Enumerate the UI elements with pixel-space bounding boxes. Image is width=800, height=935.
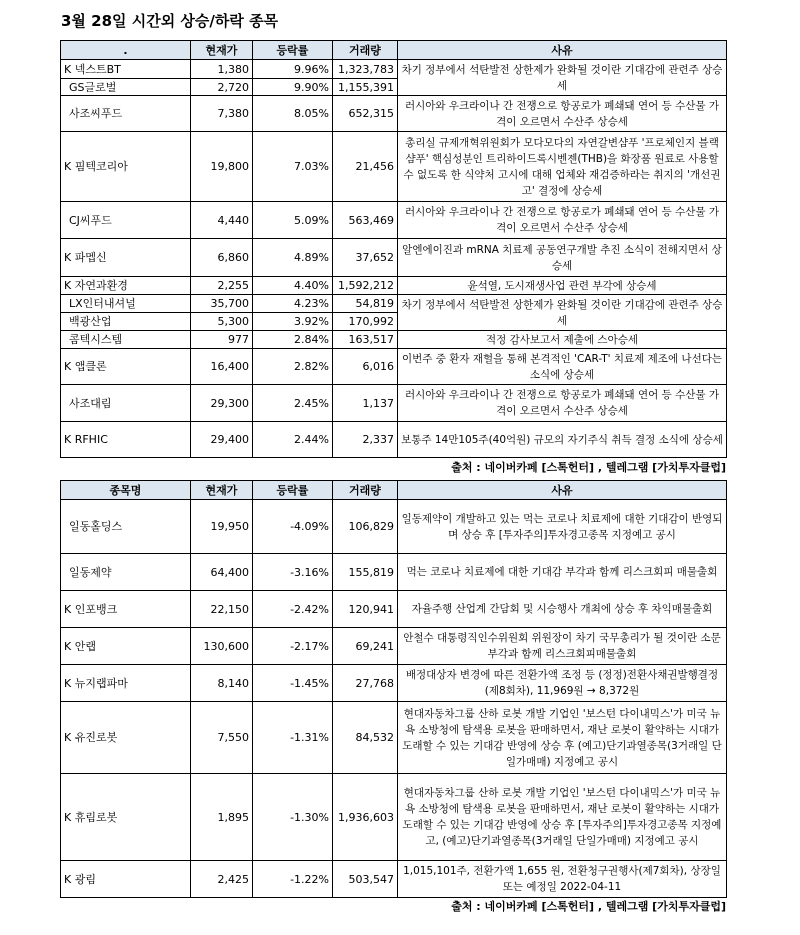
stock-change: 4.23% <box>253 295 333 313</box>
table-row <box>61 422 727 458</box>
table-row <box>61 774 727 861</box>
stock-name: LX인터내셔널 <box>61 295 191 313</box>
stock-change: -4.09% <box>253 500 333 554</box>
stock-volume: 120,941 <box>333 591 398 628</box>
stock-price: 2,255 <box>191 277 253 295</box>
stock-reason: 배정대상자 변경에 따른 전환가액 조정 등 (정정)전환사채권발행결정(제8회차), 11,969원 → 8,372원 <box>398 665 727 702</box>
stock-price: 977 <box>191 331 253 349</box>
stock-price: 29,400 <box>191 422 253 458</box>
stock-volume: 1,137 <box>333 385 398 422</box>
stock-name: K 앱클론 <box>61 349 191 385</box>
stock-price: 6,860 <box>191 239 253 277</box>
stock-name: K 핌텍코리아 <box>61 132 191 202</box>
stock-change: 2.84% <box>253 331 333 349</box>
col-header-reason: 사유 <box>398 481 727 500</box>
stock-price: 2,720 <box>191 79 253 96</box>
stock-price: 19,800 <box>191 132 253 202</box>
stock-name: K 유진로봇 <box>61 702 191 774</box>
stock-change: 4.89% <box>253 239 333 277</box>
rise-table <box>60 40 727 458</box>
col-header-change: 등락률 <box>253 481 333 500</box>
stock-reason: 적정 감사보고서 제출에 스아승세 <box>398 331 727 349</box>
stock-name: K RFHIC <box>61 422 191 458</box>
stock-change: 9.90% <box>253 79 333 96</box>
stock-price: 2,425 <box>191 861 253 898</box>
table-row <box>61 554 727 591</box>
stock-volume: 652,315 <box>333 96 398 132</box>
stock-reason: 1,015,101주, 전환가액 1,655 원, 전환청구권행사(제7회차), 상장일 또는 예정일 2022-04-11 <box>398 861 727 898</box>
table-row <box>61 277 727 295</box>
stock-reason: 현대자동차그룹 산하 로봇 개발 기업인 '보스턴 다이내믹스'가 미국 뉴욕 소방청에 탐색용 로봇을 판매하면서, 재난 로봇이 활약하는 시대가 도래할 수 있는 기대감 반영에 상승 후 [투자주의]투자경고종목 지정예고, (예고)단기과열종목(3거래일 단일가매매) 지정예고 공시 <box>398 774 727 861</box>
table-row <box>61 385 727 422</box>
stock-reason: 보통주 14만105주(40억원) 규모의 자기주식 취득 결정 소식에 상승세 <box>398 422 727 458</box>
stock-price: 29,300 <box>191 385 253 422</box>
stock-reason: 자율주행 산업계 간담회 및 시승행사 개최에 상승 후 차익매물출회 <box>398 591 727 628</box>
rise-table-header <box>61 41 727 60</box>
stock-name: 일동제약 <box>61 554 191 591</box>
stock-change: -1.45% <box>253 665 333 702</box>
stock-price: 7,550 <box>191 702 253 774</box>
stock-price: 1,895 <box>191 774 253 861</box>
stock-reason: 일동제약이 개발하고 있는 먹는 코로나 치료제에 대한 기대감이 반영되며 상승 후 [투자주의]투자경고종목 지정예고 공시 <box>398 500 727 554</box>
stock-name: K 인포뱅크 <box>61 591 191 628</box>
stock-change: 9.96% <box>253 60 333 79</box>
col-header-price: 현재가 <box>191 481 253 500</box>
stock-price: 130,600 <box>191 628 253 665</box>
stock-change: 2.44% <box>253 422 333 458</box>
table-row <box>61 500 727 554</box>
stock-volume: 1,155,391 <box>333 79 398 96</box>
stock-reason: 윤석열, 도시재생사업 관련 부각에 상승세 <box>398 277 727 295</box>
stock-change: 2.82% <box>253 349 333 385</box>
fall-table <box>60 480 727 898</box>
stock-name: CJ씨푸드 <box>61 202 191 239</box>
stock-change: -3.16% <box>253 554 333 591</box>
table-row <box>61 202 727 239</box>
stock-volume: 1,592,212 <box>333 277 398 295</box>
stock-volume: 27,768 <box>333 665 398 702</box>
table-row <box>61 331 727 349</box>
table-row <box>61 861 727 898</box>
page-title: 3월 28일 시간외 상승/하락 종목 <box>61 12 279 30</box>
stock-reason: 안철수 대통령직인수위원회 위원장이 차기 국무총리가 될 것이란 소문 부각과 함께 리스크회피매물출회 <box>398 628 727 665</box>
stock-reason: 러시아와 우크라이나 간 전쟁으로 항공로가 폐쇄돼 연어 등 수산물 가격이 오르면서 수산주 상승세 <box>398 202 727 239</box>
stock-price: 8,140 <box>191 665 253 702</box>
table-row <box>61 295 727 313</box>
col-header-change: 등락률 <box>253 41 333 60</box>
stock-name: GS글로벌 <box>61 79 191 96</box>
stock-volume: 155,819 <box>333 554 398 591</box>
table-row <box>61 96 727 132</box>
stock-change: 2.45% <box>253 385 333 422</box>
stock-volume: 170,992 <box>333 313 398 331</box>
stock-name: K 뉴지랩파마 <box>61 665 191 702</box>
table-row <box>61 349 727 385</box>
stock-name: K 자연과환경 <box>61 277 191 295</box>
stock-volume: 2,337 <box>333 422 398 458</box>
stock-volume: 106,829 <box>333 500 398 554</box>
stock-change: -1.30% <box>253 774 333 861</box>
stock-volume: 163,517 <box>333 331 398 349</box>
stock-volume: 54,819 <box>333 295 398 313</box>
stock-volume: 1,323,783 <box>333 60 398 79</box>
stock-change: 8.05% <box>253 96 333 132</box>
stock-price: 16,400 <box>191 349 253 385</box>
stock-volume: 503,547 <box>333 861 398 898</box>
stock-volume: 6,016 <box>333 349 398 385</box>
stock-reason: 이번주 중 환자 재헐을 통해 본격적인 'CAR-T' 치료제 제조에 나선다는 소식에 상승세 <box>398 349 727 385</box>
stock-volume: 69,241 <box>333 628 398 665</box>
stock-reason: 알엔에이진과 mRNA 치료제 공동연구개발 추진 소식이 전해지면서 상승세 <box>398 239 727 277</box>
stock-name: K 휴림로봇 <box>61 774 191 861</box>
stock-reason: 러시아와 우크라이나 간 전쟁으로 항공로가 폐쇄돼 연어 등 수산물 가격이 오르면서 수산주 상승세 <box>398 96 727 132</box>
table-row <box>61 239 727 277</box>
col-header-name: 종목명 <box>61 481 191 500</box>
stock-change: 4.40% <box>253 277 333 295</box>
stock-change: 3.92% <box>253 313 333 331</box>
stock-price: 64,400 <box>191 554 253 591</box>
stock-change: -1.22% <box>253 861 333 898</box>
fall-table-header <box>61 481 727 500</box>
table-row <box>61 628 727 665</box>
stock-name: 사조대림 <box>61 385 191 422</box>
stock-change: -2.42% <box>253 591 333 628</box>
col-header-name: . <box>61 41 191 60</box>
stock-volume: 37,652 <box>333 239 398 277</box>
stock-name: K 광림 <box>61 861 191 898</box>
stock-change: 5.09% <box>253 202 333 239</box>
stock-price: 35,700 <box>191 295 253 313</box>
stock-price: 19,950 <box>191 500 253 554</box>
stock-name: 콤텍시스템 <box>61 331 191 349</box>
col-header-volume: 거래량 <box>333 481 398 500</box>
stock-change: -1.31% <box>253 702 333 774</box>
table-row <box>61 702 727 774</box>
stock-volume: 84,532 <box>333 702 398 774</box>
table-row <box>61 591 727 628</box>
stock-reason: 차기 정부에서 석탄발전 상한제가 완화될 것이란 기대감에 관련주 상승세 <box>398 295 727 331</box>
stock-name: K 넥스트BT <box>61 60 191 79</box>
stock-name: K 안랩 <box>61 628 191 665</box>
stock-name: 사조씨푸드 <box>61 96 191 132</box>
stock-volume: 1,936,603 <box>333 774 398 861</box>
table-row <box>61 132 727 202</box>
stock-price: 5,300 <box>191 313 253 331</box>
stock-reason: 먹는 코로나 치료제에 대한 기대감 부각과 함께 리스크회피 매물출회 <box>398 554 727 591</box>
stock-name: K 파멥신 <box>61 239 191 277</box>
table-row <box>61 665 727 702</box>
stock-change: -2.17% <box>253 628 333 665</box>
source-caption: 출처 : 네이버카페 [스톡헌터] , 텔레그램 [가치투자클럽] <box>451 461 726 474</box>
stock-reason: 차기 정부에서 석탄발전 상한제가 완화될 것이란 기대감에 관련주 상승세 <box>398 60 727 96</box>
col-header-price: 현재가 <box>191 41 253 60</box>
col-header-reason: 사유 <box>398 41 727 60</box>
stock-change: 7.03% <box>253 132 333 202</box>
stock-price: 22,150 <box>191 591 253 628</box>
table-row <box>61 60 727 79</box>
stock-price: 4,440 <box>191 202 253 239</box>
stock-price: 1,380 <box>191 60 253 79</box>
stock-reason: 현대자동차그룹 산하 로봇 개발 기업인 '보스턴 다이내믹스'가 미국 뉴욕 소방청에 탐색용 로봇을 판매하면서, 재난 로봇이 활약하는 시대가 도래할 수 있는 기대감 반영에 상승 후 (예고)단기과열종목(3거래일 단일가매매) 지정예고 공시 <box>398 702 727 774</box>
stock-name: 백광산업 <box>61 313 191 331</box>
stock-volume: 21,456 <box>333 132 398 202</box>
stock-name: 일동홀딩스 <box>61 500 191 554</box>
stock-reason: 러시아와 우크라이나 간 전쟁으로 항공로가 폐쇄돼 연어 등 수산물 가격이 오르면서 수산주 상승세 <box>398 385 727 422</box>
col-header-volume: 거래량 <box>333 41 398 60</box>
stock-reason: 총리실 규제개혁위원회가 모다모다의 자연갈변샴푸 '프로체인지 블랙샴푸' 핵심성분인 트리하이드록시벤젠(THB)을 화장품 원료로 사용할 수 없도록 한 식약처 고시에 대해 업체와 재검증하라는 취지의 '개선권고' 결정에 상승세 <box>398 132 727 202</box>
stock-price: 7,380 <box>191 96 253 132</box>
stock-volume: 563,469 <box>333 202 398 239</box>
source-caption: 출처 : 네이버카페 [스톡헌터] , 텔레그램 [가치투자클럽] <box>451 900 726 913</box>
